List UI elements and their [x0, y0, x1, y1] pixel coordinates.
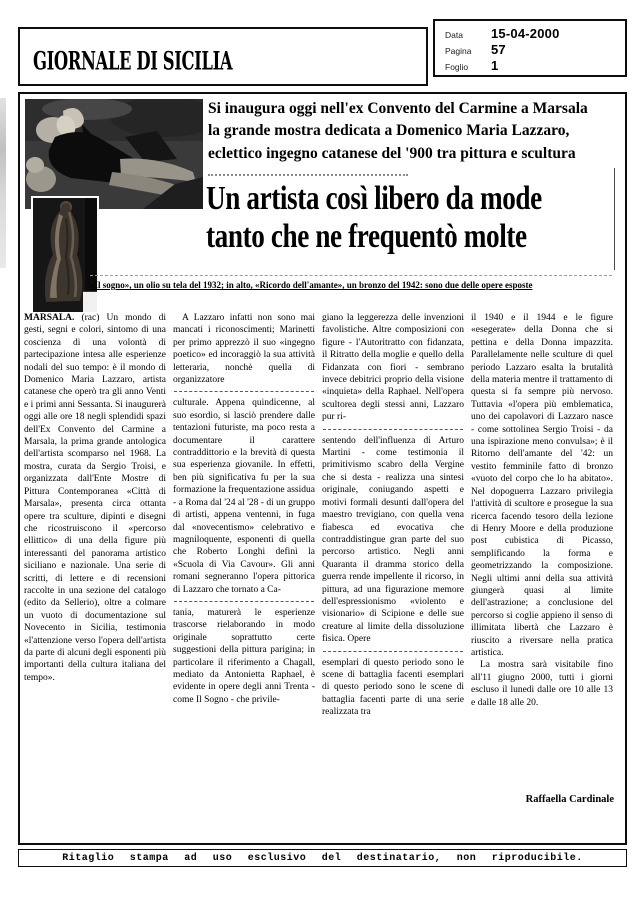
headline-line-1: Un artista così libero da mode	[206, 180, 542, 217]
paragraph-separator	[174, 601, 314, 602]
clipping-disclaimer-strip	[18, 849, 627, 867]
column-vertical-rule	[614, 168, 615, 270]
article-column-4	[471, 312, 613, 836]
sheet-value: 1	[491, 58, 499, 73]
disclaimer-text: Ritaglio stampa ad uso esclusivo del destinatario, non riproducibile.	[62, 852, 583, 864]
bronze-dress-sculpture-graphic	[33, 198, 97, 312]
paragraph: A Lazzaro infatti non sono mai mancati i riconoscimenti; Marinetti per primo apprezzò il suo «ingegno poetico» ed incoraggiò la sua attività letteraria, nonchè quella di organizzatore	[173, 313, 315, 386]
paragraph: culturale. Appena quindicenne, al suo esordio, si lasciò prendere dalle tentazioni futuriste, ma poco resta a documentare il carattere contraddittorio e la brevità di questa sua esperienza giovanile. In effetti, ben più significativa fu per la sua formazione la frequentazione assidua - a Roma dal '24 al '28 - di un gruppo di artisti, appena ventenni, in fuga dal «novecentismo» celebrativo e magniloquente, esponenti di quella che Roberto Longhi definì la «Scuola di Via Cavour». Gli anni romani segneranno l'opera pittorica di Lazzaro che tornato a Ca-	[173, 398, 315, 595]
scan-noise-artifact	[0, 98, 6, 268]
headline-line-2: tanto che ne frequentò molte	[206, 218, 527, 256]
paragraph-text: (rac) Un mondo di gesti, segni e colori, sintomo di una coscienza di una volontà di partecipazione intesa alle esperienze nodali del suo tempo: è il mondo di Domenico Maria Lazzaro, artista catanese che operò tra gli anno Venti e i primi anni Sessanta. Si inaugurerà oggi alle ore 18 negli splendidi spazi dell'Ex Convento del Carmine a Marsala, la prima grande antologica dell'artista scomparso nel 1968. La mostra, curata da Sergio Troisi, e organizzata dall'Ente Mostre di Pittura Contemporanea «Città di Marsala», presenta circa ottanta opere tra sculture, dipinti e disegni che ricostruiscono il «percorso ellittico» di una della figure più interessanti del panorama artistico siciliano e nazionale. Una serie di scritti, di lettere e di recensioni raccolte in una sezione del catalogo (edito da Sellerio), oltre a colmare un vuoto di documentazione sul Novecento in Sicilia, testimonia «l'attenzione verso l'opera dell'artista da parte di alcuni degli esponenti più importanti della cultura italiana del tempo».	[24, 313, 166, 683]
kicker-line-3: eclettico ingegno catanese del '900 tra pittura e scultura	[208, 144, 576, 162]
stamp-date-row	[445, 26, 625, 42]
paragraph-separator	[174, 391, 314, 392]
kicker-text	[208, 98, 642, 165]
stamp-sheet-row	[445, 58, 625, 74]
paragraph: giano la leggerezza delle invenzioni favolistiche. Altre composizioni con figure - l'Autoritratto con fidanzata, il Ritratto della moglie e quello della Fidanzata con fiori - sembrano invece debitrici proprio della visione «inquieta» della Raphael. Nell'opera scultorea degli stessi anni, Lazzaro pur ri-	[322, 313, 464, 423]
masthead-box	[18, 27, 428, 86]
paragraph-separator	[323, 429, 463, 430]
page-value: 57	[491, 42, 506, 57]
stamp-page-row	[445, 42, 625, 58]
byline: Raffaella Cardinale	[525, 794, 614, 805]
paragraph: La mostra sarà visitabile fino all'11 giugno 2000, tutti i giorni escluso il lunedì dalle ore 10 alle 13 e dalle 18 alle 20.	[471, 660, 613, 708]
photo-caption	[90, 275, 612, 291]
sculpture-ricordo-amante-image	[33, 198, 97, 312]
dateline: MARSALA.	[24, 313, 75, 323]
kicker-dotted-rule	[208, 174, 408, 176]
kicker-line-2: la grande mostra dedicata a Domenico Maria Lazzaro,	[208, 122, 570, 140]
date-value: 15-04-2000	[491, 26, 560, 41]
paragraph-separator	[323, 651, 463, 652]
article-body	[24, 312, 617, 836]
article-column-1	[24, 312, 166, 836]
page-label: Pagina	[445, 46, 472, 56]
paragraph: il 1940 e il 1944 e le figure «esegerate» della Donna che si pettina e della Donna impazzita. Parallelamente nelle sculture di quel periodo Lazzaro esalta la brutalità della materia mentre il trattamento di questa si fa sempre più nervoso. Tuttavia «l'opera più emblematica, uno dei capolavori di Lazzaro nasce - come sottolinea Sergio Troisi - da una ispirazione meno convulsa»; è il Ritorno dell'amante del '42: un vestito femminile fatto di bronzo «vuoto del corpo che lo ha abitato». Nel dopoguerra Lazzaro privilegia l'attività di scultore e prosegue la sua ricerca facendo tesoro della lezione di Henry Moore e della produzione post cubistica di Picasso, semplificando la forma e geometrizzando la composizione. Negli ultimi anni della sua attività giungerà quasi al limite dell'astrazione; a conclusione del percorso si coglie appieno il senso di illimitata libertà che Lazzaro è riuscito a riversare nella pratica artistica.	[471, 313, 613, 658]
reclining-woman-painting-graphic	[25, 99, 203, 209]
press-stamp-box	[433, 19, 627, 77]
article-column-2	[173, 312, 315, 836]
paragraph	[24, 312, 166, 684]
kicker-line-1: Si inaugura oggi nell'ex Convento del Carmine a Marsala	[208, 100, 588, 117]
date-label: Data	[445, 30, 463, 40]
photo-caption-text: «Il sogno», un olio su tela del 1932; in alto, «Ricordo dell'amante», un bronzo del 1942: sono due delle opere esposte	[90, 280, 533, 290]
article-frame	[18, 92, 627, 845]
sheet-label: Foglio	[445, 62, 469, 72]
paragraph: esemplari di questo periodo sono le scene di battaglia facenti esemplari di questo periodo sono le scene di battaglia facenti parte di una serie realizzata tra	[322, 657, 464, 718]
paragraph: sentendo dell'influenza di Arturo Martini - come testimonia il primitivismo scabro della Vergine che si desta - realizza una sintesi originale, coniugando aspetti e motivi formali desunti dall'opera del maestro trevigiano, con quella vena fiabesca ed evocativa che contraddistingue gran parte del suo percorso artistico. Negli anni Quaranta il dramma storico della guerra rende impellente il ricorso, in pittura, ad una figurazione memore dell'espressionismo «violento e visionario» di Scipione e delle sue creature al limite della dissoluzione fisica. Opere	[322, 435, 464, 645]
painting-il-sogno-image	[25, 99, 203, 209]
article-column-3	[322, 312, 464, 836]
newspaper-logo: GIORNALE DI SICILIA	[33, 46, 233, 76]
paragraph: tania, maturerà le esperienze trascorse rielaborando in modo originale soprattutto certe suggestioni della pittura parigina; in particolare il riferimento a Chagall, mediato da Antonietta Raphael, è evidente in opere degli anni Trenta - come Il Sogno - che privile-	[173, 607, 315, 705]
article-headline	[206, 180, 542, 257]
